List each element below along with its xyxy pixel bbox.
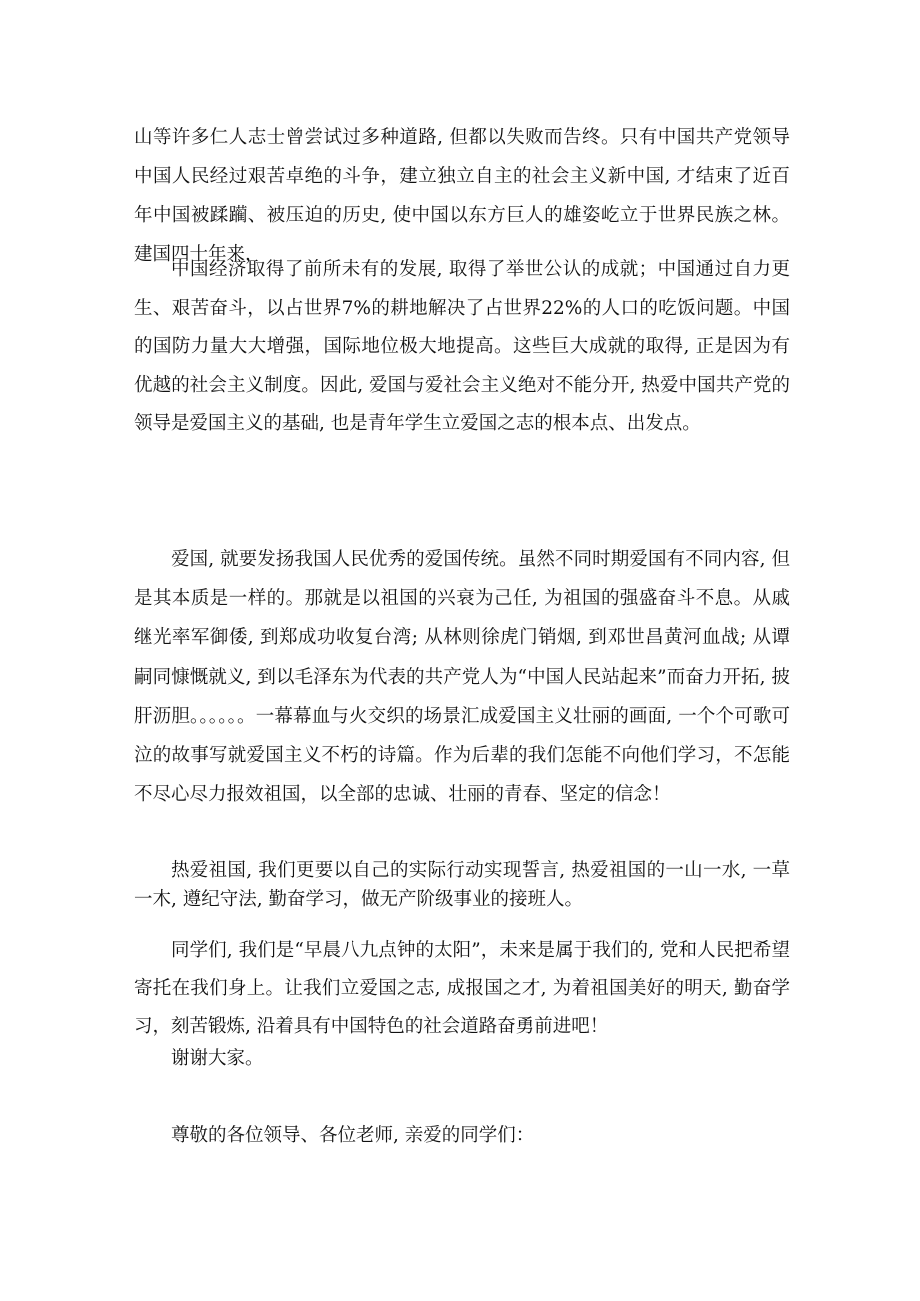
paragraph-salutation: 尊敬的各位领导、各位老师, 亲爱的同学们：: [171, 1125, 535, 1146]
paragraph-patriotic-tradition: 爱国, 就要发扬我国人民优秀的爱国传统。虽然不同时期爱国有不同内容, 但是其本质是一样的。那就是以祖国的兴衰为己任, 为祖国的强盛奋斗不息。从戚继光率军御倭, 到郑成功收复台湾; 从林则徐虎门销烟, 到邓世昌黄河血战; 从谭嗣同慷慨就义, 到以毛泽东为代表的共产党人为“中国人民站起来”而奋力开拓, 披肝沥胆。。。。。。一幕幕血与火交织的场景汇成爱国主义壮丽的画面, 一个个可歌可泣的故事写就爱国主义不朽的诗篇。作为后辈的我们怎能不向他们学习，不怎能不尽心尽力报效祖国，以全部的忠诚、壮丽的青春、坚定的信念！: [134, 549, 790, 806]
paragraph-love-motherland: 热爱祖国, 我们更要以自己的实际行动实现誓言, 热爱祖国的一山一水, 一草一木, 遵纪守法, 勤奋学习，做无产阶级事业的接班人。: [134, 860, 790, 910]
paragraph-classmates: 同学们, 我们是“早晨八九点钟的太阳”，未来是属于我们的, 党和人民把希望寄托在我们身上。让我们立爱国之志, 成报国之才, 为着祖国美好的明天, 勤奋学习，刻苦锻炼, 沿着具有中国特色的社会道路奋勇前进吧！: [134, 940, 790, 1037]
paragraph-achievements: 中国经济取得了前所未有的发展, 取得了举世公认的成就；中国通过自力更生、艰苦奋斗，以占世界7%的耕地解决了占世界22%的人口的吃饭问题。中国的国防力量大大增强，国际地位极大地提高。这些巨大成就的取得, 正是因为有优越的社会主义制度。因此, 爱国与爱社会主义绝对不能分开, 热爱中国共产党的领导是爱国主义的基础, 也是青年学生立爱国之志的根本点、出发点。: [134, 259, 790, 434]
paragraph-thanks: 谢谢大家。: [171, 1048, 264, 1069]
paragraph-history: 山等许多仁人志士曾尝试过多种道路, 但都以失败而告终。只有中国共产党领导中国人民经过艰苦卓绝的斗争，建立独立自主的社会主义新中国, 才结束了近百年中国被蹂躏、被压迫的历史, 使中国以东方巨人的雄姿屹立于世界民族之林。建国四十年来，: [134, 127, 790, 265]
